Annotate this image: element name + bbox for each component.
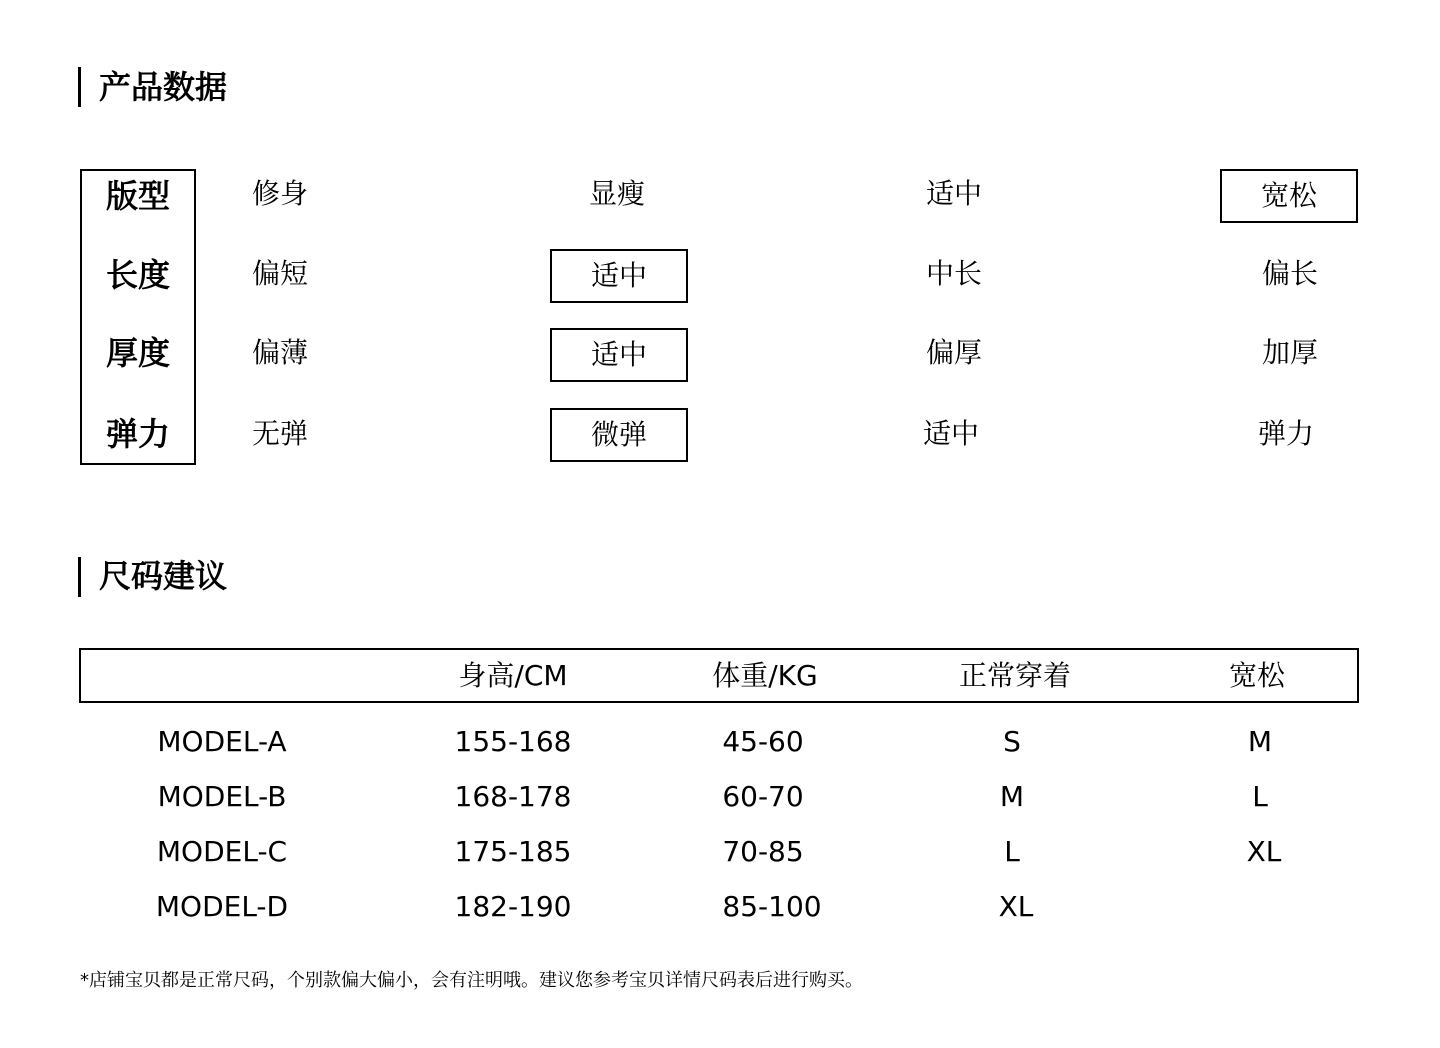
- thickness-option-4: 加厚: [1261, 336, 1318, 369]
- row-b-normal: M: [999, 780, 1025, 813]
- thickness-option-3: 偏厚: [925, 336, 982, 369]
- size-advice-title: 尺码建议: [99, 557, 228, 595]
- footnote: *店铺宝贝都是正常尺码，个别款偏大偏小，会有注明哦。建议您参考宝贝详情尺码表后进行购买。: [80, 970, 863, 991]
- row-d-normal: XL: [998, 890, 1034, 923]
- header-height: 身高/CM: [458, 659, 568, 692]
- section-marker-product: [78, 67, 81, 107]
- row-b-loose: L: [1252, 780, 1268, 813]
- length-option-3: 中长: [925, 257, 982, 290]
- row-b-weight: 60-70: [722, 780, 804, 813]
- header-weight: 体重/KG: [712, 659, 818, 692]
- row-a-height: 155-168: [454, 725, 572, 758]
- attribute-label-thickness: 厚度: [105, 334, 170, 372]
- fit-option-3: 适中: [925, 177, 982, 210]
- elasticity-option-3: 适中: [922, 417, 979, 450]
- section-marker-size: [78, 557, 81, 597]
- row-d-weight: 85-100: [722, 890, 822, 923]
- elasticity-option-2-selected: 微弹: [550, 408, 688, 462]
- length-option-4: 偏长: [1261, 257, 1318, 290]
- row-c-loose: XL: [1246, 835, 1282, 868]
- row-a-loose: M: [1247, 725, 1273, 758]
- row-c-weight: 70-85: [722, 835, 804, 868]
- row-c-height: 175-185: [454, 835, 572, 868]
- row-a-normal: S: [1003, 725, 1021, 758]
- fit-option-1: 修身: [251, 177, 308, 210]
- elasticity-option-1: 无弹: [251, 417, 308, 450]
- row-a-model: MODEL-A: [157, 725, 287, 758]
- attribute-label-length: 长度: [105, 256, 170, 294]
- elasticity-option-4: 弹力: [1257, 417, 1314, 450]
- fit-option-4-selected: 宽松: [1220, 169, 1358, 223]
- row-c-normal: L: [1004, 835, 1020, 868]
- length-option-1: 偏短: [251, 257, 308, 290]
- attribute-label-fit: 版型: [105, 177, 170, 215]
- fit-option-2: 显瘦: [588, 177, 645, 210]
- row-b-height: 168-178: [454, 780, 572, 813]
- row-d-model: MODEL-D: [155, 890, 289, 923]
- header-loose-fit: 宽松: [1228, 659, 1285, 692]
- product-data-title: 产品数据: [99, 68, 228, 106]
- row-a-weight: 45-60: [722, 725, 804, 758]
- length-option-2-selected: 适中: [550, 249, 688, 303]
- row-c-model: MODEL-C: [156, 835, 288, 868]
- thickness-option-1: 偏薄: [251, 336, 308, 369]
- row-d-height: 182-190: [454, 890, 572, 923]
- thickness-option-2-selected: 适中: [550, 328, 688, 382]
- header-normal-fit: 正常穿着: [958, 659, 1071, 692]
- row-b-model: MODEL-B: [157, 780, 287, 813]
- attribute-label-elasticity: 弹力: [105, 415, 170, 453]
